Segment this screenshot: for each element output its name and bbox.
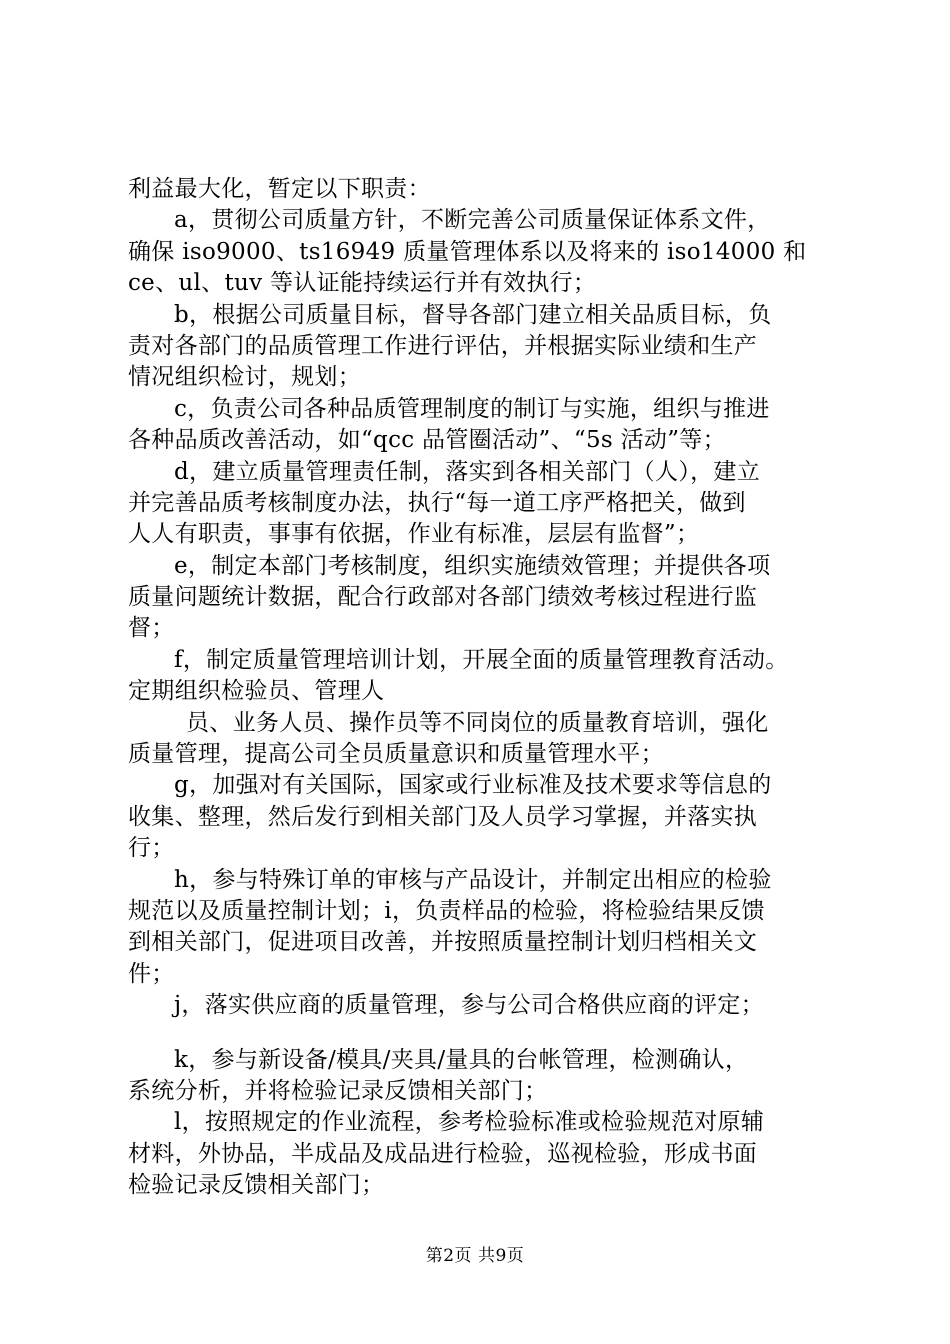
text-line: 定期组织检验员、管理人 xyxy=(128,678,385,705)
text-line: 利益最大化，暂定以下职责： xyxy=(128,176,431,202)
clause-d: d，建立质量管理责任制，落实到各相关部门（人），建立 xyxy=(174,458,761,485)
clause-k: k，参与新设备/模具/夹具/量具的台帐管理，检测确认， xyxy=(174,1046,749,1073)
text-line: 件； xyxy=(128,960,175,987)
text-line: 并完善品质考核制度办法，执行“每一道工序严格把关，做到 xyxy=(128,489,746,516)
document-body xyxy=(128,174,848,1202)
text-line: 行； xyxy=(128,835,175,862)
text-line: 员、业务人员、操作员等不同岗位的质量教育培训，强化 xyxy=(186,709,769,736)
clause-g: g，加强对有关国际，国家或行业标准及技术要求等信息的 xyxy=(174,772,772,799)
text-line: 系统分析，并将检验记录反馈相关部门； xyxy=(128,1077,548,1104)
clause-h: h，参与特殊订单的审核与产品设计，并制定出相应的检验 xyxy=(174,866,772,893)
clause-a: a，贯彻公司质量方针，不断完善公司质量保证体系文件， xyxy=(174,207,771,234)
clause-j: j，落实供应商的质量管理，参与公司合格供应商的评定； xyxy=(174,992,764,1019)
text-line: 质量问题统计数据，配合行政部对各部门绩效考核过程进行监 xyxy=(128,584,758,611)
page-number-footer: 第2页 共9页 xyxy=(425,1246,525,1266)
text-line: 收集、整理，然后发行到相关部门及人员学习掌握，并落实执 xyxy=(128,803,758,830)
paragraph-gap xyxy=(128,1022,848,1045)
text-line: 规范以及质量控制计划；i，负责样品的检验，将检验结果反馈 xyxy=(128,897,765,924)
text-line: 到相关部门，促进项目改善，并按照质量控制计划归档相关文 xyxy=(128,929,758,956)
clause-b: b，根据公司质量目标，督导各部门建立相关品质目标，负 xyxy=(174,301,772,328)
text-line: 各种品质改善活动，如“qcc 品管圈活动”、“5s 活动”等； xyxy=(128,427,726,454)
text-line: 检验记录反馈相关部门； xyxy=(128,1172,385,1199)
text-line: 质量管理，提高公司全员质量意识和质量管理水平； xyxy=(128,741,664,768)
text-line: ce、ul、tuv 等认证能持续运行并有效执行； xyxy=(128,270,597,297)
clause-e: e，制定本部门考核制度，组织实施绩效管理；并提供各项 xyxy=(174,552,771,579)
text-line: 情况组织检讨，规划； xyxy=(128,364,361,391)
clause-l: l，按照规定的作业流程，参考检验标准或检验规范对原辅 xyxy=(174,1109,765,1136)
clause-c: c，负责公司各种品质管理制度的制订与实施，组织与推进 xyxy=(174,395,770,422)
text-line: 确保 iso9000、ts16949 质量管理体系以及将来的 iso14000 和 xyxy=(128,238,807,265)
clause-f: f，制定质量管理培训计划，开展全面的质量管理教育活动。 xyxy=(174,646,789,673)
text-line: 责对各部门的品质管理工作进行评估，并根据实际业绩和生产 xyxy=(128,332,758,359)
text-line: 督； xyxy=(128,615,175,642)
text-line: 材料，外协品，半成品及成品进行检验，巡视检验，形成书面 xyxy=(128,1140,758,1167)
text-line: 人人有职责，事事有依据，作业有标准，层层有监督”； xyxy=(128,521,700,548)
